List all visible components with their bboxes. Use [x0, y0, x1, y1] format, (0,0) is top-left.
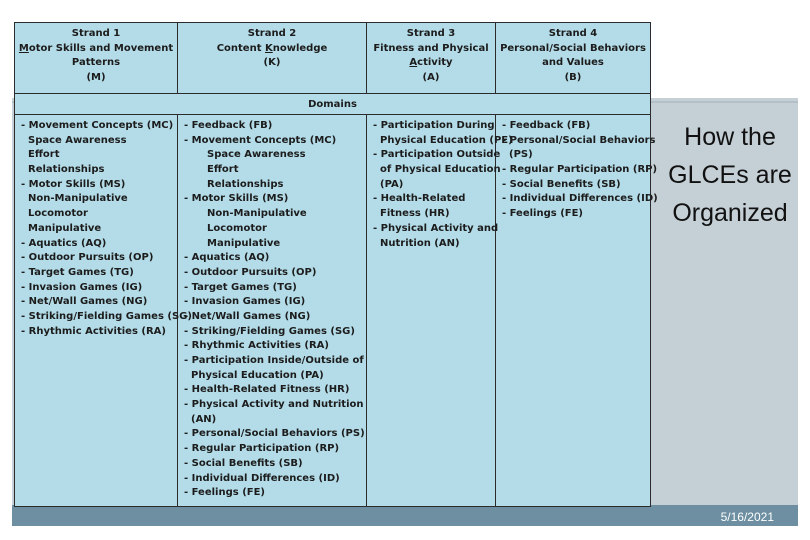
- domain-item: - Motor Skills (MS): [184, 193, 289, 205]
- domain-item: (PS): [509, 149, 533, 161]
- domain-item: - Motor Skills (MS): [21, 178, 126, 190]
- strand-name: Motor Skills and Movement: [18, 42, 174, 54]
- domain-item: Effort: [28, 149, 60, 161]
- domain-item: - Regular Participation (RP): [502, 164, 658, 176]
- footer-bar: [12, 505, 798, 526]
- domain-item: - Invasion Games (IG): [21, 281, 143, 293]
- strand-1-header: [15, 23, 178, 93]
- domain-item: - Target Games (TG): [21, 266, 134, 278]
- strand-4-header: [496, 23, 650, 93]
- domain-item: - Regular Participation (RP): [184, 443, 340, 455]
- domain-item: - Health-Related Fitness (HR): [184, 384, 350, 396]
- domain-item: - Participation Inside/Outside of: [184, 355, 364, 366]
- domain-item: Locomotor: [207, 222, 267, 234]
- slide-title-line: How the: [684, 123, 776, 151]
- domain-item: of Physical Education: [380, 164, 501, 176]
- domain-item: - Invasion Games (IG): [184, 296, 306, 308]
- strand-code: (M): [86, 71, 106, 83]
- domain-item: - Physical Activity and Nutrition: [184, 399, 364, 411]
- strand-code: (B): [564, 71, 582, 83]
- slide-date: 5/16/2021: [720, 510, 774, 524]
- strand-3-domains: [367, 115, 513, 507]
- domain-item: Locomotor: [28, 208, 88, 220]
- domain-item: - Feedback (FB): [502, 120, 591, 131]
- domain-item: - Participation During: [373, 120, 495, 131]
- domain-item: - Rhythmic Activities (RA): [184, 340, 329, 352]
- strand-name: Fitness and Physical: [373, 42, 489, 54]
- slide-title-line: Organized: [672, 199, 788, 227]
- domain-item: - Rhythmic Activities (RA): [21, 325, 166, 337]
- domain-item: - Outdoor Pursuits (OP): [21, 252, 154, 264]
- strand-header-row: [15, 23, 650, 93]
- domain-item: - Net/Wall Games (NG): [184, 310, 311, 322]
- domain-item: Manipulative: [28, 222, 102, 234]
- domain-item: Effort: [207, 164, 239, 176]
- domain-item: - Outdoor Pursuits (OP): [184, 266, 317, 278]
- strand-1-domains: [15, 115, 192, 507]
- domain-item: Space Awareness: [28, 134, 127, 146]
- domain-item: Non-Manipulative: [207, 208, 307, 220]
- strand-2-header: [178, 23, 367, 93]
- domain-item: Physical Education (PA): [191, 369, 324, 381]
- glce-strands-table: [14, 22, 658, 507]
- strand-3-header: [367, 23, 496, 93]
- domain-item: - Physical Activity and: [373, 222, 499, 234]
- domain-item: - Participation Outside: [373, 149, 501, 161]
- strand-code: (A): [422, 71, 440, 83]
- domain-item: Non-Manipulative: [28, 193, 128, 205]
- domain-item: - Net/Wall Games (NG): [21, 296, 148, 308]
- domain-item: - Movement Concepts (MC): [21, 120, 174, 131]
- domain-item: Manipulative: [207, 237, 281, 249]
- domain-item: - Individual Differences (ID): [502, 193, 658, 205]
- strand-title: Strand 4: [548, 28, 598, 39]
- domain-item: - Target Games (TG): [184, 281, 297, 293]
- strand-code: (K): [263, 57, 281, 68]
- strand-title: Strand 1: [71, 28, 121, 39]
- strand-name-line2: Activity: [409, 57, 453, 68]
- domain-item: - Health-Related: [373, 193, 466, 205]
- domain-item: Relationships: [207, 178, 284, 190]
- strand-name: Content Knowledge: [216, 42, 328, 54]
- domain-item: Fitness (HR): [380, 208, 450, 220]
- domain-item: - Feedback (FB): [184, 120, 273, 131]
- domain-item: - Striking/Fielding Games (SG): [184, 325, 355, 337]
- slide-title: [652, 118, 808, 232]
- domain-item: (PA): [380, 178, 404, 190]
- slide-title-line: GLCEs are: [668, 161, 792, 189]
- domain-item: - Personal/Social Behaviors (PS): [184, 428, 365, 440]
- domain-item: - Aquatics (AQ): [184, 252, 270, 264]
- strand-title: Strand 2: [247, 28, 297, 39]
- strand-name: Personal/Social Behaviors: [500, 42, 646, 54]
- domain-item: - Aquatics (AQ): [21, 237, 107, 249]
- domain-item: Relationships: [28, 164, 105, 176]
- domain-item: Physical Education (PE): [380, 134, 513, 146]
- domain-item: - Social Benefits (SB): [502, 178, 621, 190]
- domains-columns: [15, 115, 658, 507]
- domain-item: - Striking/Fielding Games (SG): [21, 310, 192, 322]
- domain-item: - Individual Differences (ID): [184, 472, 340, 484]
- strand-2-domains: [178, 115, 367, 507]
- strand-name-line2: Patterns: [71, 57, 121, 68]
- domain-item: - Social Benefits (SB): [184, 457, 303, 469]
- domain-item: - Movement Concepts (MC): [184, 134, 337, 146]
- domain-item: Space Awareness: [207, 149, 306, 161]
- domain-item: (AN): [191, 413, 217, 425]
- strand-4-domains: [496, 115, 658, 507]
- domain-item: - Feelings (FE): [184, 487, 265, 499]
- domain-item: - Personal/Social Behaviors: [502, 134, 656, 146]
- domains-header: Domains: [15, 93, 650, 115]
- domain-item: - Feelings (FE): [502, 208, 583, 220]
- strand-name-line2: and Values: [542, 57, 604, 68]
- strand-title: Strand 3: [406, 28, 456, 39]
- domain-item: Nutrition (AN): [380, 237, 460, 249]
